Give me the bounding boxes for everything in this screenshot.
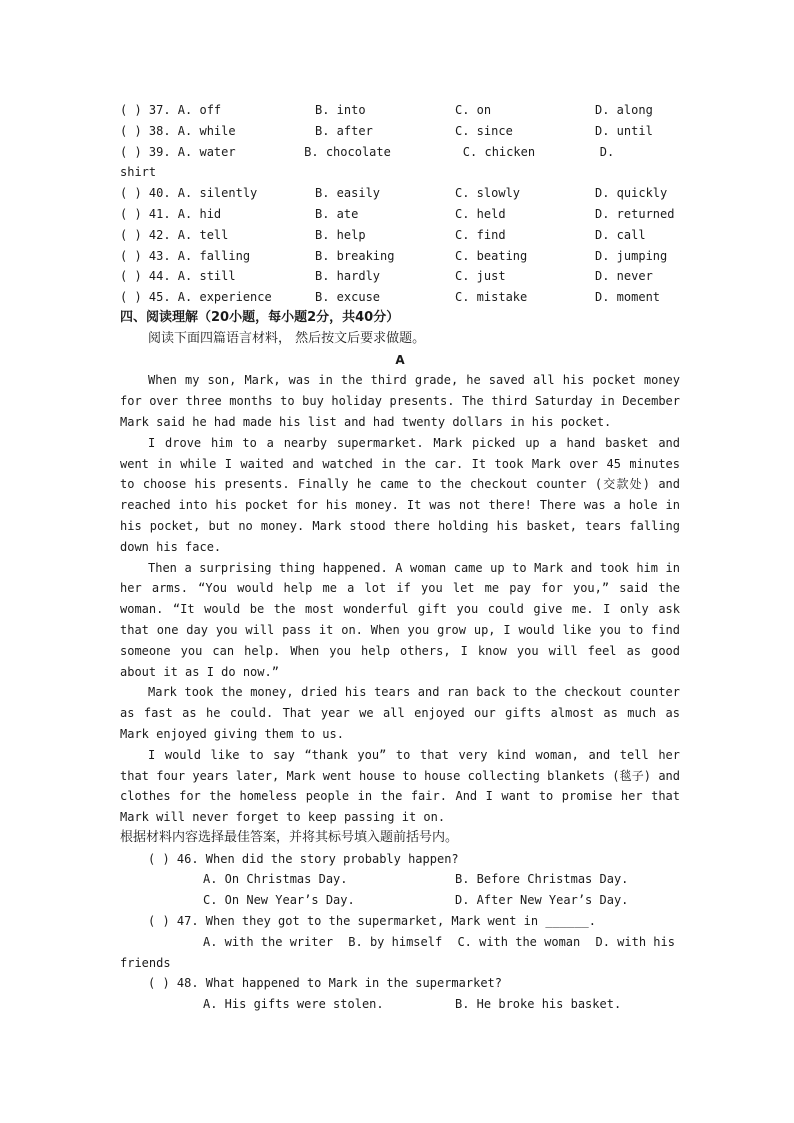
cloze-option-a: ( ) 42. A. tell — [120, 227, 229, 242]
cloze-option-b: B. ate — [315, 206, 359, 221]
cloze-option-c: C. beating — [455, 248, 528, 263]
passage-label: A — [395, 352, 405, 367]
cloze-options — [120, 100, 680, 308]
question-stem: ( ) 46. When did the story probably happen? — [148, 851, 459, 866]
cloze-option-b: B. easily — [315, 186, 381, 201]
cloze-option-a: ( ) 41. A. hid — [120, 206, 222, 221]
cloze-option-c: C. held — [455, 206, 506, 221]
cloze-option-d: D. jumping — [595, 248, 668, 263]
cloze-option-d: D. call — [595, 227, 646, 242]
question-option-d: D. with his — [595, 934, 675, 949]
cloze-option-c: C. mistake — [455, 290, 528, 305]
question-option-b: B. Before Christmas Day. — [455, 872, 629, 887]
question-48 — [120, 973, 680, 1015]
cloze-option-d: D. along — [595, 103, 653, 117]
cloze-option-c: C. on — [455, 103, 492, 117]
cloze-option-a: ( ) 39. A. water — [120, 144, 236, 159]
question-option-a: A. with the writer — [203, 934, 334, 949]
passage-body — [120, 370, 680, 828]
question-stem: ( ) 47. When they got to the supermarket, Mark went in ______. — [148, 914, 596, 929]
cloze-option-d-wrap: shirt — [120, 165, 157, 180]
question-options-row — [120, 890, 680, 911]
cloze-option-a: ( ) 45. A. experience — [120, 290, 272, 305]
passage-paragraph: I would like to say “thank you” to that very kind woman, and tell her that four years later, Mark went house to house collecting blankets (毯子) and clothes for the homeless people in the fair. And I want to promise her that Mark will never forget to keep passing it on. — [120, 747, 680, 825]
cloze-option-c: C. since — [455, 123, 513, 138]
questions-instruction: 根据材料内容选择最佳答案，并将其标号填入题前括号内。 — [120, 829, 459, 845]
question-stem: ( ) 48. What happened to Mark in the supermarket? — [148, 976, 503, 991]
cloze-item-40 — [120, 183, 680, 204]
cloze-option-d: D. — [599, 144, 615, 159]
cloze-option-d: D. quickly — [595, 186, 668, 201]
cloze-option-b: B. excuse — [315, 290, 381, 305]
section-title: 四、阅读理解（20小题，每小题2分，共40分） — [120, 309, 400, 325]
cloze-item-43 — [120, 246, 680, 267]
cloze-option-a: ( ) 40. A. silently — [120, 186, 258, 201]
question-option-c: C. with the woman — [457, 934, 581, 949]
cloze-item-45 — [120, 287, 680, 308]
cloze-item-37 — [120, 100, 680, 121]
cloze-item-44 — [120, 266, 680, 287]
cloze-option-a: ( ) 38. A. while — [120, 123, 236, 138]
cloze-option-c: C. chicken — [462, 144, 536, 159]
cloze-item-41 — [120, 204, 680, 225]
question-option-c: C. On New Year’s Day. — [203, 893, 355, 908]
question-option-b: B. He broke his basket. — [455, 997, 622, 1012]
cloze-item-42 — [120, 225, 680, 246]
cloze-option-b: B. chocolate — [304, 144, 391, 159]
cloze-option-c: C. find — [455, 227, 506, 242]
question-option-a: A. His gifts were stolen. — [203, 997, 384, 1012]
cloze-option-d: D. moment — [595, 290, 661, 305]
cloze-item-39 — [120, 142, 680, 163]
cloze-option-d: D. until — [595, 123, 653, 138]
passage-paragraph: Then a surprising thing happened. A woman came up to Mark and took him in her arms. “You would help me a lot if you let me pay for you,” said the woman. “It would be the most wonderful gift you could give me. I only ask that one day you will pass it on. When you grow up, I would like you to find someone you can help. When you help others, I know you will feel as good about it as I do now.” — [120, 560, 680, 679]
cloze-option-a: ( ) 37. A. off — [120, 103, 222, 117]
cloze-option-d: D. never — [595, 269, 653, 284]
cloze-option-c: C. just — [455, 269, 506, 284]
cloze-option-b: B. help — [315, 227, 366, 242]
cloze-option-a: ( ) 44. A. still — [120, 269, 236, 284]
cloze-option-b: B. into — [315, 103, 366, 117]
passage-paragraph: When my son, Mark, was in the third grade, he saved all his pocket money for over three months to buy holiday presents. The third Saturday in December Mark said he had made his list and had twenty dollars in his pocket. — [120, 373, 680, 429]
cloze-option-b: B. breaking — [315, 248, 395, 263]
cloze-option-b: B. hardly — [315, 269, 381, 284]
question-option-b: B. by himself — [348, 934, 443, 949]
question-options-row — [120, 869, 680, 890]
question-47 — [120, 911, 680, 973]
cloze-item-38 — [120, 121, 680, 142]
exam-page — [120, 100, 680, 1015]
question-46 — [120, 849, 680, 911]
question-options-row — [120, 994, 680, 1015]
cloze-option-d: D. returned — [595, 206, 675, 221]
cloze-option-b: B. after — [315, 123, 373, 138]
question-option-d: D. After New Year’s Day. — [455, 893, 629, 908]
passage-paragraph: I drove him to a nearby supermarket. Mark picked up a hand basket and went in while I waited and watched in the car. It took Mark over 45 minutes to choose his presents. Finally he came to the checkout counter (交款处) and reached into his pocket for his money. It was not there! There was a hole in his pocket, but no money. Mark stood there holding his basket, tears falling down his face. — [120, 435, 680, 554]
cloze-option-a: ( ) 43. A. falling — [120, 248, 251, 263]
question-options-row — [120, 932, 680, 953]
cloze-option-c: C. slowly — [455, 186, 521, 201]
question-option-d-wrap: friends — [120, 955, 171, 970]
question-option-a: A. On Christmas Day. — [203, 872, 348, 887]
section-instruction: 阅读下面四篇语言材料， 然后按文后要求做题。 — [148, 330, 426, 346]
passage-paragraph: Mark took the money, dried his tears and ran back to the checkout counter as fast as he could. That year we all enjoyed our gifts almost as much as Mark enjoyed giving them to us. — [120, 685, 680, 741]
